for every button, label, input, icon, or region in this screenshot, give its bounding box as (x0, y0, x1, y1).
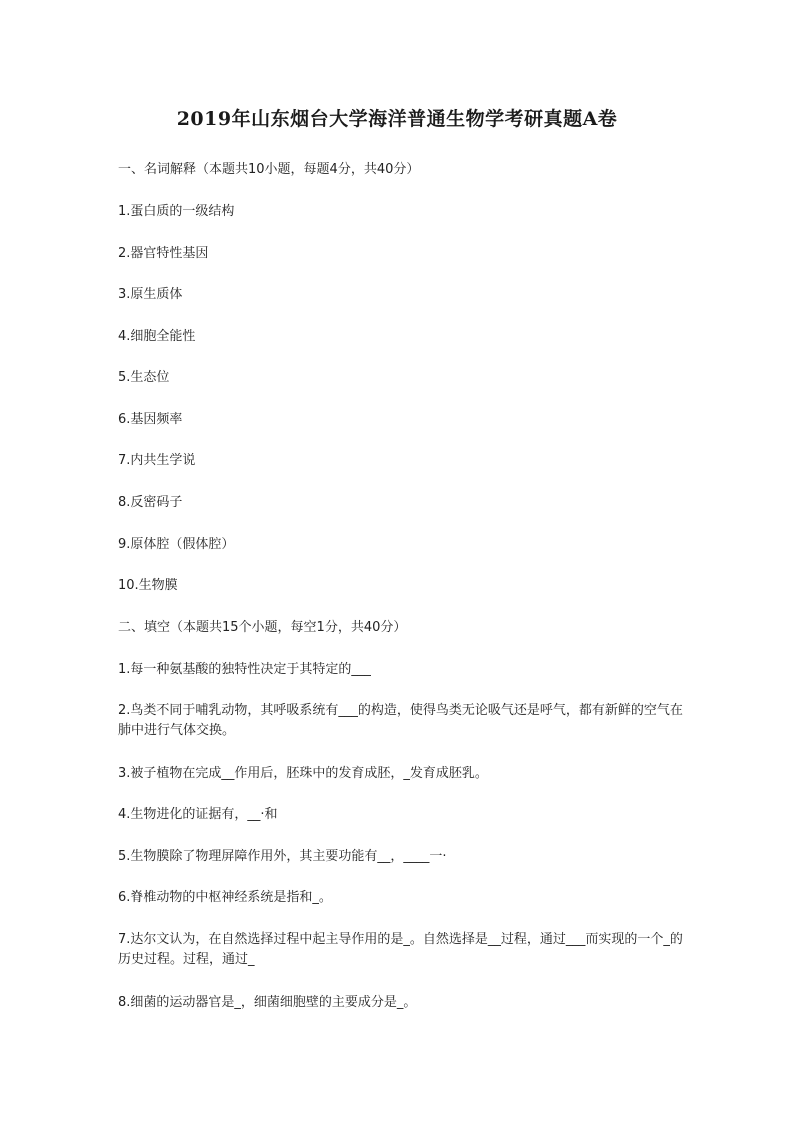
fill-item-2: 2.鸟类不同于哺乳动物，其呼吸系统有___的构造，使得鸟类无论吸气还是呼气，都有新鲜的空气在肺中进行气体交换。 (118, 703, 683, 738)
term-item-8: 8.反密码子 (118, 495, 183, 510)
section-2-heading: 二、填空（本题共15个小题，每空1分，共40分） (118, 620, 407, 635)
term-item-5: 5.生态位 (118, 370, 170, 385)
term-item-3: 3.原生质体 (118, 287, 183, 302)
fill-item-1: 1.每一种氨基酸的独特性决定于其特定的___ (118, 662, 371, 677)
fill-item-4: 4.生物进化的证据有，__·和 (118, 807, 278, 822)
fill-item-5: 5.生物膜除了物理屏障作用外，其主要功能有__，____一· (118, 849, 447, 864)
term-item-10: 10.生物膜 (118, 578, 178, 593)
fill-item-7: 7.达尔文认为，在自然选择过程中起主导作用的是_。自然选择是__过程，通过___而实现的一个_的历史过程。过程，通过_ (118, 932, 683, 967)
term-item-2: 2.器官特性基因 (118, 246, 209, 261)
term-item-9: 9.原体腔（假体腔） (118, 537, 235, 552)
term-item-6: 6.基因频率 (118, 412, 183, 427)
fill-item-8: 8.细菌的运动器官是_，细菌细胞壁的主要成分是_。 (118, 995, 417, 1010)
fill-item-6: 6.脊椎动物的中枢神经系统是指和_。 (118, 890, 332, 905)
term-item-1: 1.蛋白质的一级结构 (118, 204, 235, 219)
fill-item-3: 3.被子植物在完成__作用后，胚珠中的发育成胚，_发育成胚乳。 (118, 766, 488, 781)
term-item-4: 4.细胞全能性 (118, 329, 196, 344)
term-item-7: 7.内共生学说 (118, 453, 196, 468)
document-title: 2019年山东烟台大学海洋普通生物学考研真题A卷 (176, 108, 618, 130)
section-1-heading: 一、名词解释（本题共10小题，每题4分，共40分） (118, 162, 420, 177)
